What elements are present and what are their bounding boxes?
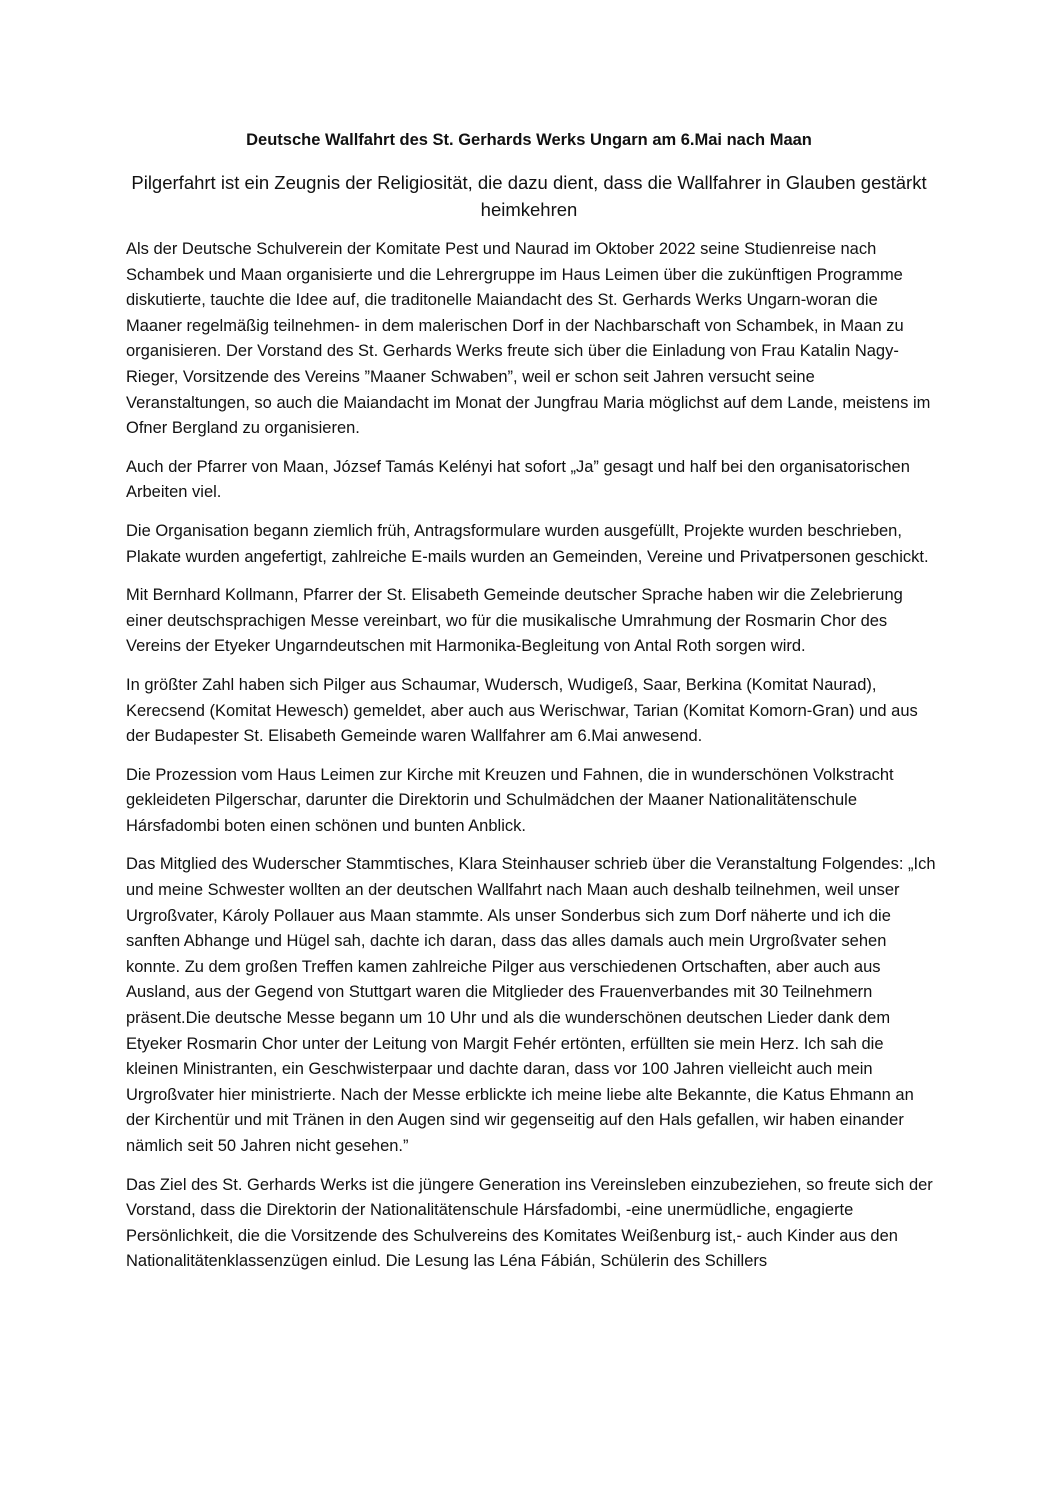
- paragraph-intro: Als der Deutsche Schulverein der Komitate Pest und Naurad im Oktober 2022 seine Studienreise nach Schambek und Maan organisierte und die Lehrergruppe im Haus Leimen über die zukünftigen Programme diskutierte, tauchte die Idee auf, die traditonelle Maiandacht des St. Gerhards Werks Ungarn-woran die Maaner regelmäßig teilnehmen- in dem malerischen Dorf in der Nachbarschaft von Schambek, in Maan zu organisieren. Der Vorstand des St. Gerhards Werks freute sich über die Einladung von Frau Katalin Nagy-Rieger, Vorsitzende des Vereins ”Maaner Schwaben”, weil er schon seit Jahren versucht seine Veranstaltungen, so auch die Maiandacht im Monat der Jungfrau Maria möglichst auf dem Lande, meistens im Ofner Bergland zu organisieren.: [126, 240, 931, 438]
- document-title: Deutsche Wallfahrt des St. Gerhards Werks Ungarn am 6.Mai nach Maan: [246, 131, 812, 149]
- paragraph-ziel: Das Ziel des St. Gerhards Werks ist die jüngere Generation ins Vereinsleben einzubeziehen, so freute sich der Vorstand, dass die Direktorin der Nationalitätenschule Hársfadombi, -eine unermüdliche, engagierte Persönlichkeit, die die Vorsitzende des Schulvereins des Komitates Weißenburg ist,- auch Kinder aus den Nationalitätenklassenzügen einlud. Die Lesung las Léna Fábián, Schülerin des Schillers: [126, 1175, 933, 1271]
- paragraph-bericht: Das Mitglied des Wuderscher Stammtisches, Klara Steinhauser schrieb über die Veranstaltung Folgendes: „Ich und meine Schwester wollten an der deutschen Wallfahrt nach Maan auch deshalb teilnehmen, weil unser Urgroßvater, Károly Pollauer aus Maan stammte. Als unser Sonderbus sich zum Dorf näherte und ich die sanften Abhange und Hügel sah, dachte ich daran, dass das alles damals auch mein Urgroßvater sehen konnte. Zu dem großen Treffen kamen zahlreiche Pilger aus verschiedenen Ortschaften, aber auch aus Ausland, aus der Gegend von Stuttgart waren die Mitglieder des Frauenverbandes mit 30 Teilnehmern präsent.Die deutsche Messe begann um 10 Uhr und als die wunderschönen deutschen Lieder dank dem Etyeker Rosmarin Chor unter der Leitung von Margit Fehér ertönten, erfüllten sie mein Herz. Ich sah die kleinen Ministranten, ein Geschwisterpaar und dachte daran, dass vor 100 Jahren vielleicht auch mein Urgroßvater hier ministrierte. Nach der Messe erblickte ich meine liebe alte Bekannte, die Katus Ehmann an der Kirchentür und mit Tränen in den Augen sind wir gegenseitig auf den Hals gefallen, wir haben einander nämlich seit 50 Jahren nicht gesehen.”: [126, 855, 936, 1155]
- paragraph-organisation: Die Organisation begann ziemlich früh, Antragsformulare wurden ausgefüllt, Projekte wurden beschrieben, Plakate wurden angefertigt, zahlreiche E-mails wurden an Gemeinden, Vereine und Privatpersonen geschickt.: [126, 521, 929, 566]
- paragraph-prozession: Die Prozession vom Haus Leimen zur Kirche mit Kreuzen und Fahnen, die in wunderschönen Volkstracht gekleideten Pilgerschar, darunter die Direktorin und Schulmädchen der Maaner Nationalitätenschule Hársfadombi boten einen schönen und bunten Anblick.: [126, 765, 894, 835]
- paragraph-messe: Mit Bernhard Kollmann, Pfarrer der St. Elisabeth Gemeinde deutscher Sprache haben wir die Zelebrierung einer deutschsprachigen Messe vereinbart, wo für die musikalische Umrahmung der Rosmarin Chor des Vereins der Etyeker Ungarndeutschen mit Harmonika-Begleitung von Antal Roth sorgen wird.: [126, 586, 903, 656]
- document-body: [126, 237, 938, 1288]
- paragraph-pfarrer: Auch der Pfarrer von Maan, József Tamás Kelényi hat sofort „Ja” gesagt und half bei den organisatorischen Arbeiten viel.: [126, 457, 910, 502]
- document-subtitle: Pilgerfahrt ist ein Zeugnis der Religiosität, die dazu dient, dass die Wallfahrer in Glauben gestärkt heimkehren: [131, 172, 927, 220]
- paragraph-pilger: In größter Zahl haben sich Pilger aus Schaumar, Wudersch, Wudigeß, Saar, Berkina (Komitat Naurad), Kerecsend (Komitat Hewesch) gemeldet, aber auch aus Werischwar, Tarian (Komitat Komorn-Gran) und aus der Budapester St. Elisabeth Gemeinde waren Wallfahrer am 6.Mai anwesend.: [126, 675, 918, 746]
